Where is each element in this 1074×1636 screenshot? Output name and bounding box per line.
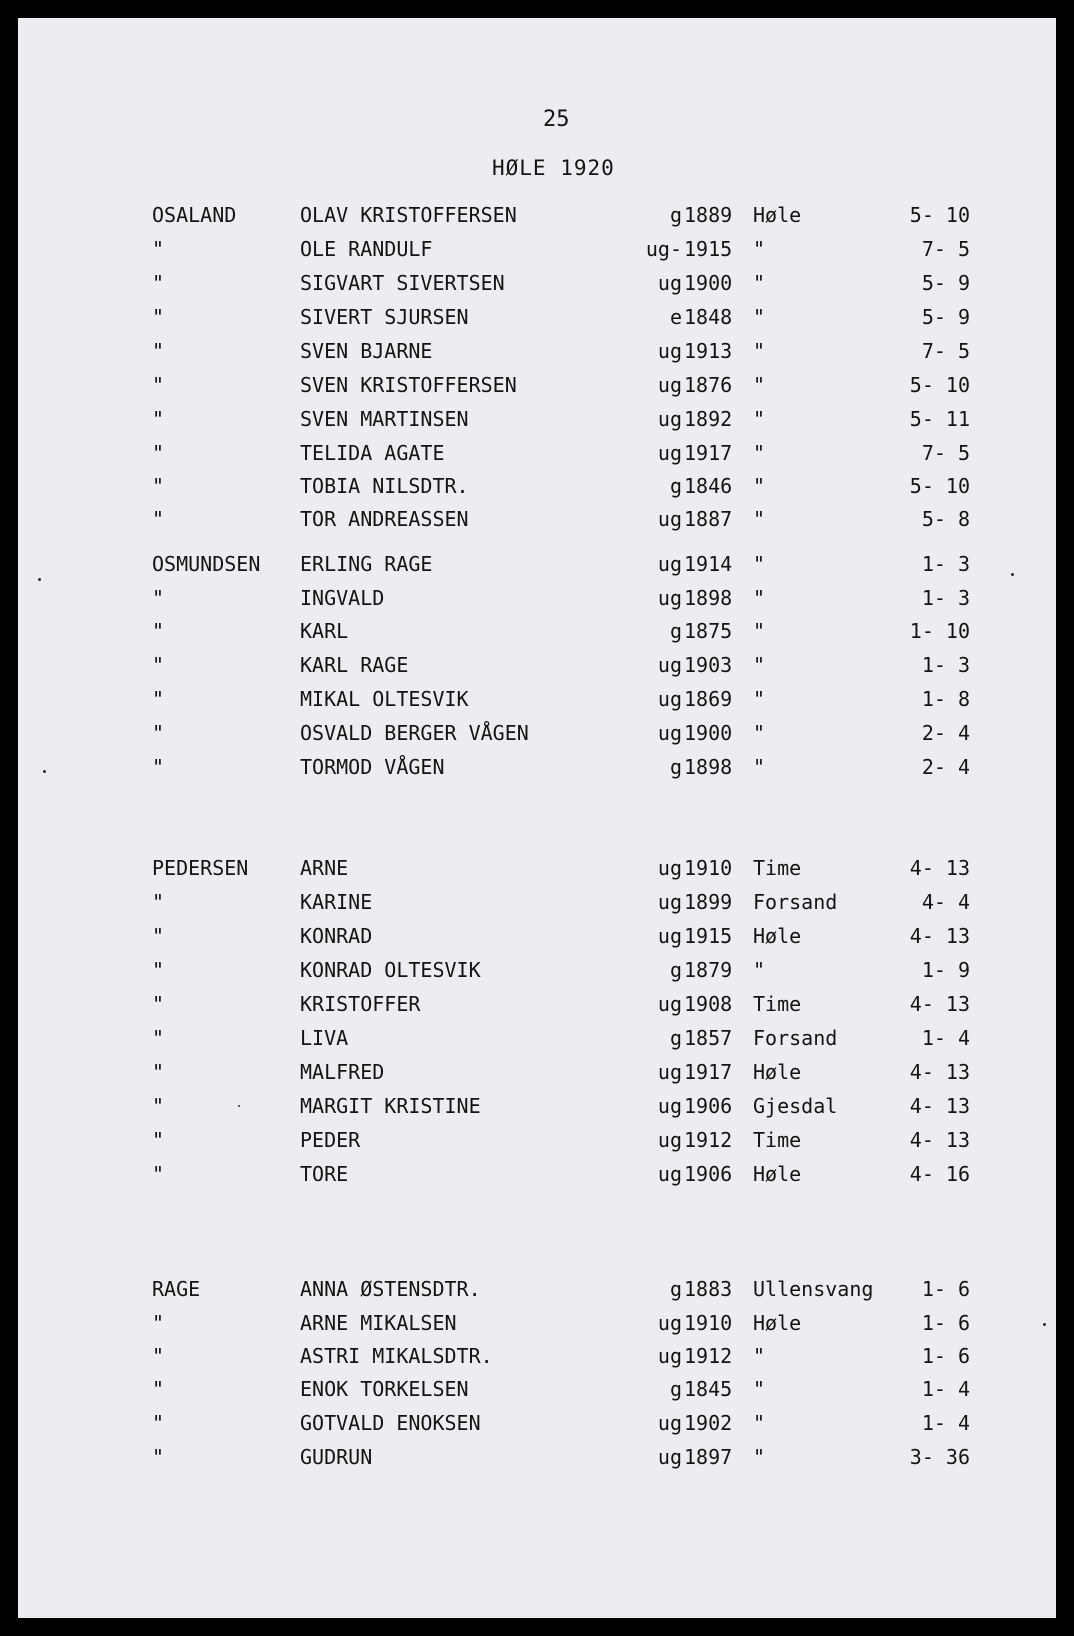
marital-status: g xyxy=(669,1026,682,1050)
birth-place: Forsand xyxy=(753,1026,838,1050)
marital-status: ug xyxy=(657,1311,682,1335)
given-name: ERLING RAGE xyxy=(300,552,433,576)
birth-place: " xyxy=(753,1377,766,1401)
marital-status: ug xyxy=(657,373,682,397)
residence-ref: 1- 3 xyxy=(921,653,970,677)
birth-year: 1914 xyxy=(684,552,733,576)
family-name: " xyxy=(152,924,165,948)
birth-year: 1869 xyxy=(684,687,733,711)
residence-ref: 1- 3 xyxy=(921,586,970,610)
page-number: 25 xyxy=(543,107,570,132)
family-name: " xyxy=(152,1311,165,1335)
birth-year: 1887 xyxy=(684,507,733,531)
birth-place: " xyxy=(753,305,766,329)
ledger-row xyxy=(0,1374,1074,1404)
birth-year: 1915 xyxy=(684,924,733,948)
ledger-row xyxy=(0,921,1074,951)
birth-place: " xyxy=(753,1344,766,1368)
residence-ref: 5- 10 xyxy=(909,203,970,227)
birth-place: " xyxy=(753,755,766,779)
birth-year: 1898 xyxy=(684,586,733,610)
marital-status: ug xyxy=(657,687,682,711)
given-name: ENOK TORKELSEN xyxy=(300,1377,469,1401)
birth-year: 1883 xyxy=(684,1277,733,1301)
birth-year: 1917 xyxy=(684,1060,733,1084)
birth-place: " xyxy=(753,441,766,465)
birth-year: 1897 xyxy=(684,1445,733,1469)
marital-status: ug xyxy=(657,856,682,880)
given-name: SVEN KRISTOFFERSEN xyxy=(300,373,517,397)
birth-year: 1910 xyxy=(684,856,733,880)
birth-place: " xyxy=(753,237,766,261)
marital-status: ug xyxy=(657,586,682,610)
family-name: " xyxy=(152,507,165,531)
given-name: TOR ANDREASSEN xyxy=(300,507,469,531)
ledger-row xyxy=(0,504,1074,534)
birth-year: 1875 xyxy=(684,619,733,643)
family-name: " xyxy=(152,1060,165,1084)
family-name: " xyxy=(152,1411,165,1435)
residence-ref: 5- 9 xyxy=(921,271,970,295)
birth-place: " xyxy=(753,586,766,610)
residence-ref: 4- 13 xyxy=(909,1060,970,1084)
marital-status: e xyxy=(669,305,682,329)
birth-year: 1913 xyxy=(684,339,733,363)
given-name: ASTRI MIKALSDTR. xyxy=(300,1344,493,1368)
given-name: KARINE xyxy=(300,890,373,914)
marital-status: ug xyxy=(657,339,682,363)
marital-status: ug xyxy=(657,890,682,914)
marital-status: ug- xyxy=(645,237,682,261)
birth-place: " xyxy=(753,687,766,711)
birth-place: " xyxy=(753,552,766,576)
birth-place: Forsand xyxy=(753,890,838,914)
birth-year: 1876 xyxy=(684,373,733,397)
family-name: " xyxy=(152,271,165,295)
given-name: ARNE xyxy=(300,856,349,880)
marital-status: g xyxy=(669,958,682,982)
ledger-row xyxy=(0,1408,1074,1438)
given-name: MARGIT KRISTINE xyxy=(300,1094,481,1118)
birth-place: Time xyxy=(753,1128,802,1152)
birth-place: Time xyxy=(753,856,802,880)
residence-ref: 4- 13 xyxy=(909,1094,970,1118)
birth-year: 1879 xyxy=(684,958,733,982)
given-name: SIVERT SJURSEN xyxy=(300,305,469,329)
given-name: TOBIA NILSDTR. xyxy=(300,474,469,498)
residence-ref: 4- 13 xyxy=(909,856,970,880)
birth-year: 1900 xyxy=(684,271,733,295)
given-name: SVEN BJARNE xyxy=(300,339,433,363)
birth-year: 1898 xyxy=(684,755,733,779)
given-name: TELIDA AGATE xyxy=(300,441,445,465)
ledger-row xyxy=(0,616,1074,646)
family-name: " xyxy=(152,1094,165,1118)
marital-status: g xyxy=(669,1277,682,1301)
residence-ref: 5- 9 xyxy=(921,305,970,329)
residence-ref: 3- 36 xyxy=(909,1445,970,1469)
ledger-row xyxy=(0,583,1074,613)
residence-ref: 7- 5 xyxy=(921,441,970,465)
birth-place: " xyxy=(753,407,766,431)
birth-place: " xyxy=(753,474,766,498)
ledger-row xyxy=(0,752,1074,782)
residence-ref: 5- 8 xyxy=(921,507,970,531)
ledger-row xyxy=(0,1308,1074,1338)
given-name: KONRAD OLTESVIK xyxy=(300,958,481,982)
given-name: LIVA xyxy=(300,1026,349,1050)
ledger-row xyxy=(0,1023,1074,1053)
page-heading: HØLE 1920 xyxy=(492,156,615,180)
family-name: " xyxy=(152,890,165,914)
marital-status: ug xyxy=(657,721,682,745)
family-name: " xyxy=(152,992,165,1016)
residence-ref: 1- 6 xyxy=(921,1344,970,1368)
ledger-row xyxy=(0,684,1074,714)
birth-place: Gjesdal xyxy=(753,1094,838,1118)
marital-status: ug xyxy=(657,1060,682,1084)
residence-ref: 5- 11 xyxy=(909,407,970,431)
family-name: RAGE xyxy=(152,1277,201,1301)
birth-year: 1846 xyxy=(684,474,733,498)
birth-place: Ullensvang xyxy=(753,1277,874,1301)
birth-place: Høle xyxy=(753,1311,802,1335)
residence-ref: 4- 13 xyxy=(909,924,970,948)
residence-ref: 1- 10 xyxy=(909,619,970,643)
birth-year: 1902 xyxy=(684,1411,733,1435)
residence-ref: 4- 16 xyxy=(909,1162,970,1186)
residence-ref: 4- 13 xyxy=(909,1128,970,1152)
family-name: " xyxy=(152,755,165,779)
birth-place: Time xyxy=(753,992,802,1016)
residence-ref: 5- 10 xyxy=(909,373,970,397)
residence-ref: 1- 9 xyxy=(921,958,970,982)
family-name: " xyxy=(152,441,165,465)
birth-place: Høle xyxy=(753,203,802,227)
birth-place: " xyxy=(753,507,766,531)
birth-place: Høle xyxy=(753,924,802,948)
given-name: SVEN MARTINSEN xyxy=(300,407,469,431)
residence-ref: 1- 4 xyxy=(921,1026,970,1050)
family-name: " xyxy=(152,1162,165,1186)
marital-status: ug xyxy=(657,1128,682,1152)
given-name: MALFRED xyxy=(300,1060,385,1084)
ledger-row xyxy=(0,1125,1074,1155)
birth-year: 1889 xyxy=(684,203,733,227)
birth-year: 1915 xyxy=(684,237,733,261)
marital-status: g xyxy=(669,474,682,498)
birth-year: 1912 xyxy=(684,1128,733,1152)
marital-status: ug xyxy=(657,992,682,1016)
ledger-row xyxy=(0,549,1074,579)
birth-year: 1899 xyxy=(684,890,733,914)
ledger-row xyxy=(0,234,1074,264)
marital-status: g xyxy=(669,755,682,779)
family-name: " xyxy=(152,1026,165,1050)
birth-year: 1892 xyxy=(684,407,733,431)
ledger-row xyxy=(0,989,1074,1019)
family-name: " xyxy=(152,1445,165,1469)
birth-place: Høle xyxy=(753,1060,802,1084)
residence-ref: 7- 5 xyxy=(921,339,970,363)
family-name: " xyxy=(152,1377,165,1401)
residence-ref: 1- 3 xyxy=(921,552,970,576)
birth-year: 1908 xyxy=(684,992,733,1016)
family-name: " xyxy=(152,687,165,711)
birth-year: 1903 xyxy=(684,653,733,677)
birth-year: 1906 xyxy=(684,1094,733,1118)
marital-status: ug xyxy=(657,1344,682,1368)
birth-place: Høle xyxy=(753,1162,802,1186)
given-name: SIGVART SIVERTSEN xyxy=(300,271,505,295)
given-name: GUDRUN xyxy=(300,1445,373,1469)
marital-status: ug xyxy=(657,1411,682,1435)
marital-status: g xyxy=(669,203,682,227)
family-name: " xyxy=(152,586,165,610)
given-name: KARL xyxy=(300,619,349,643)
marital-status: ug xyxy=(657,653,682,677)
residence-ref: 7- 5 xyxy=(921,237,970,261)
ledger-row xyxy=(0,955,1074,985)
birth-year: 1845 xyxy=(684,1377,733,1401)
marital-status: ug xyxy=(657,1094,682,1118)
ledger-row xyxy=(0,887,1074,917)
given-name: ARNE MIKALSEN xyxy=(300,1311,457,1335)
ledger-row xyxy=(0,1057,1074,1087)
residence-ref: 1- 6 xyxy=(921,1311,970,1335)
family-name: " xyxy=(152,721,165,745)
residence-ref: 1- 4 xyxy=(921,1377,970,1401)
ledger-row xyxy=(0,718,1074,748)
residence-ref: 4- 4 xyxy=(921,890,970,914)
marital-status: g xyxy=(669,619,682,643)
marital-status: g xyxy=(669,1377,682,1401)
family-name: OSMUNDSEN xyxy=(152,552,261,576)
family-name: " xyxy=(152,474,165,498)
marital-status: ug xyxy=(657,552,682,576)
family-name: " xyxy=(152,958,165,982)
ledger-row xyxy=(0,1274,1074,1304)
ledger-row xyxy=(0,302,1074,332)
marital-status: ug xyxy=(657,441,682,465)
marital-status: ug xyxy=(657,1445,682,1469)
marital-status: ug xyxy=(657,1162,682,1186)
birth-place: " xyxy=(753,1411,766,1435)
family-name: " xyxy=(152,407,165,431)
family-name: PEDERSEN xyxy=(152,856,249,880)
marital-status: ug xyxy=(657,407,682,431)
given-name: KARL RAGE xyxy=(300,653,409,677)
ledger-row xyxy=(0,650,1074,680)
given-name: OLE RANDULF xyxy=(300,237,433,261)
ledger-row xyxy=(0,200,1074,230)
residence-ref: 1- 4 xyxy=(921,1411,970,1435)
birth-year: 1912 xyxy=(684,1344,733,1368)
ledger-row xyxy=(0,370,1074,400)
birth-place: " xyxy=(753,1445,766,1469)
birth-year: 1857 xyxy=(684,1026,733,1050)
family-name: " xyxy=(152,653,165,677)
birth-place: " xyxy=(753,721,766,745)
birth-place: " xyxy=(753,339,766,363)
birth-place: " xyxy=(753,619,766,643)
birth-year: 1900 xyxy=(684,721,733,745)
family-name: " xyxy=(152,1344,165,1368)
birth-place: " xyxy=(753,653,766,677)
given-name: OLAV KRISTOFFERSEN xyxy=(300,203,517,227)
given-name: OSVALD BERGER VÅGEN xyxy=(300,721,529,745)
family-name: " xyxy=(152,305,165,329)
given-name: KRISTOFFER xyxy=(300,992,421,1016)
residence-ref: 1- 6 xyxy=(921,1277,970,1301)
ledger-row xyxy=(0,1091,1074,1121)
family-name: OSALAND xyxy=(152,203,237,227)
ledger-row xyxy=(0,853,1074,883)
family-name: " xyxy=(152,1128,165,1152)
residence-ref: 5- 10 xyxy=(909,474,970,498)
given-name: TORMOD VÅGEN xyxy=(300,755,445,779)
birth-place: " xyxy=(753,271,766,295)
family-name: " xyxy=(152,237,165,261)
given-name: PEDER xyxy=(300,1128,361,1152)
marital-status: ug xyxy=(657,507,682,531)
marital-status: ug xyxy=(657,924,682,948)
given-name: GOTVALD ENOKSEN xyxy=(300,1411,481,1435)
ledger-row xyxy=(0,471,1074,501)
ledger-row xyxy=(0,404,1074,434)
given-name: INGVALD xyxy=(300,586,385,610)
birth-year: 1910 xyxy=(684,1311,733,1335)
birth-year: 1848 xyxy=(684,305,733,329)
birth-year: 1906 xyxy=(684,1162,733,1186)
family-name: " xyxy=(152,373,165,397)
given-name: TORE xyxy=(300,1162,349,1186)
ledger-row xyxy=(0,438,1074,468)
residence-ref: 2- 4 xyxy=(921,721,970,745)
family-name: " xyxy=(152,339,165,363)
birth-place: " xyxy=(753,958,766,982)
residence-ref: 2- 4 xyxy=(921,755,970,779)
birth-place: " xyxy=(753,373,766,397)
residence-ref: 1- 8 xyxy=(921,687,970,711)
residence-ref: 4- 13 xyxy=(909,992,970,1016)
ledger-row xyxy=(0,1341,1074,1371)
marital-status: ug xyxy=(657,271,682,295)
birth-year: 1917 xyxy=(684,441,733,465)
ledger-row xyxy=(0,1159,1074,1189)
ledger-row xyxy=(0,268,1074,298)
ledger-row xyxy=(0,336,1074,366)
given-name: KONRAD xyxy=(300,924,373,948)
family-name: " xyxy=(152,619,165,643)
ledger-row xyxy=(0,1442,1074,1472)
given-name: MIKAL OLTESVIK xyxy=(300,687,469,711)
given-name: ANNA ØSTENSDTR. xyxy=(300,1277,481,1301)
